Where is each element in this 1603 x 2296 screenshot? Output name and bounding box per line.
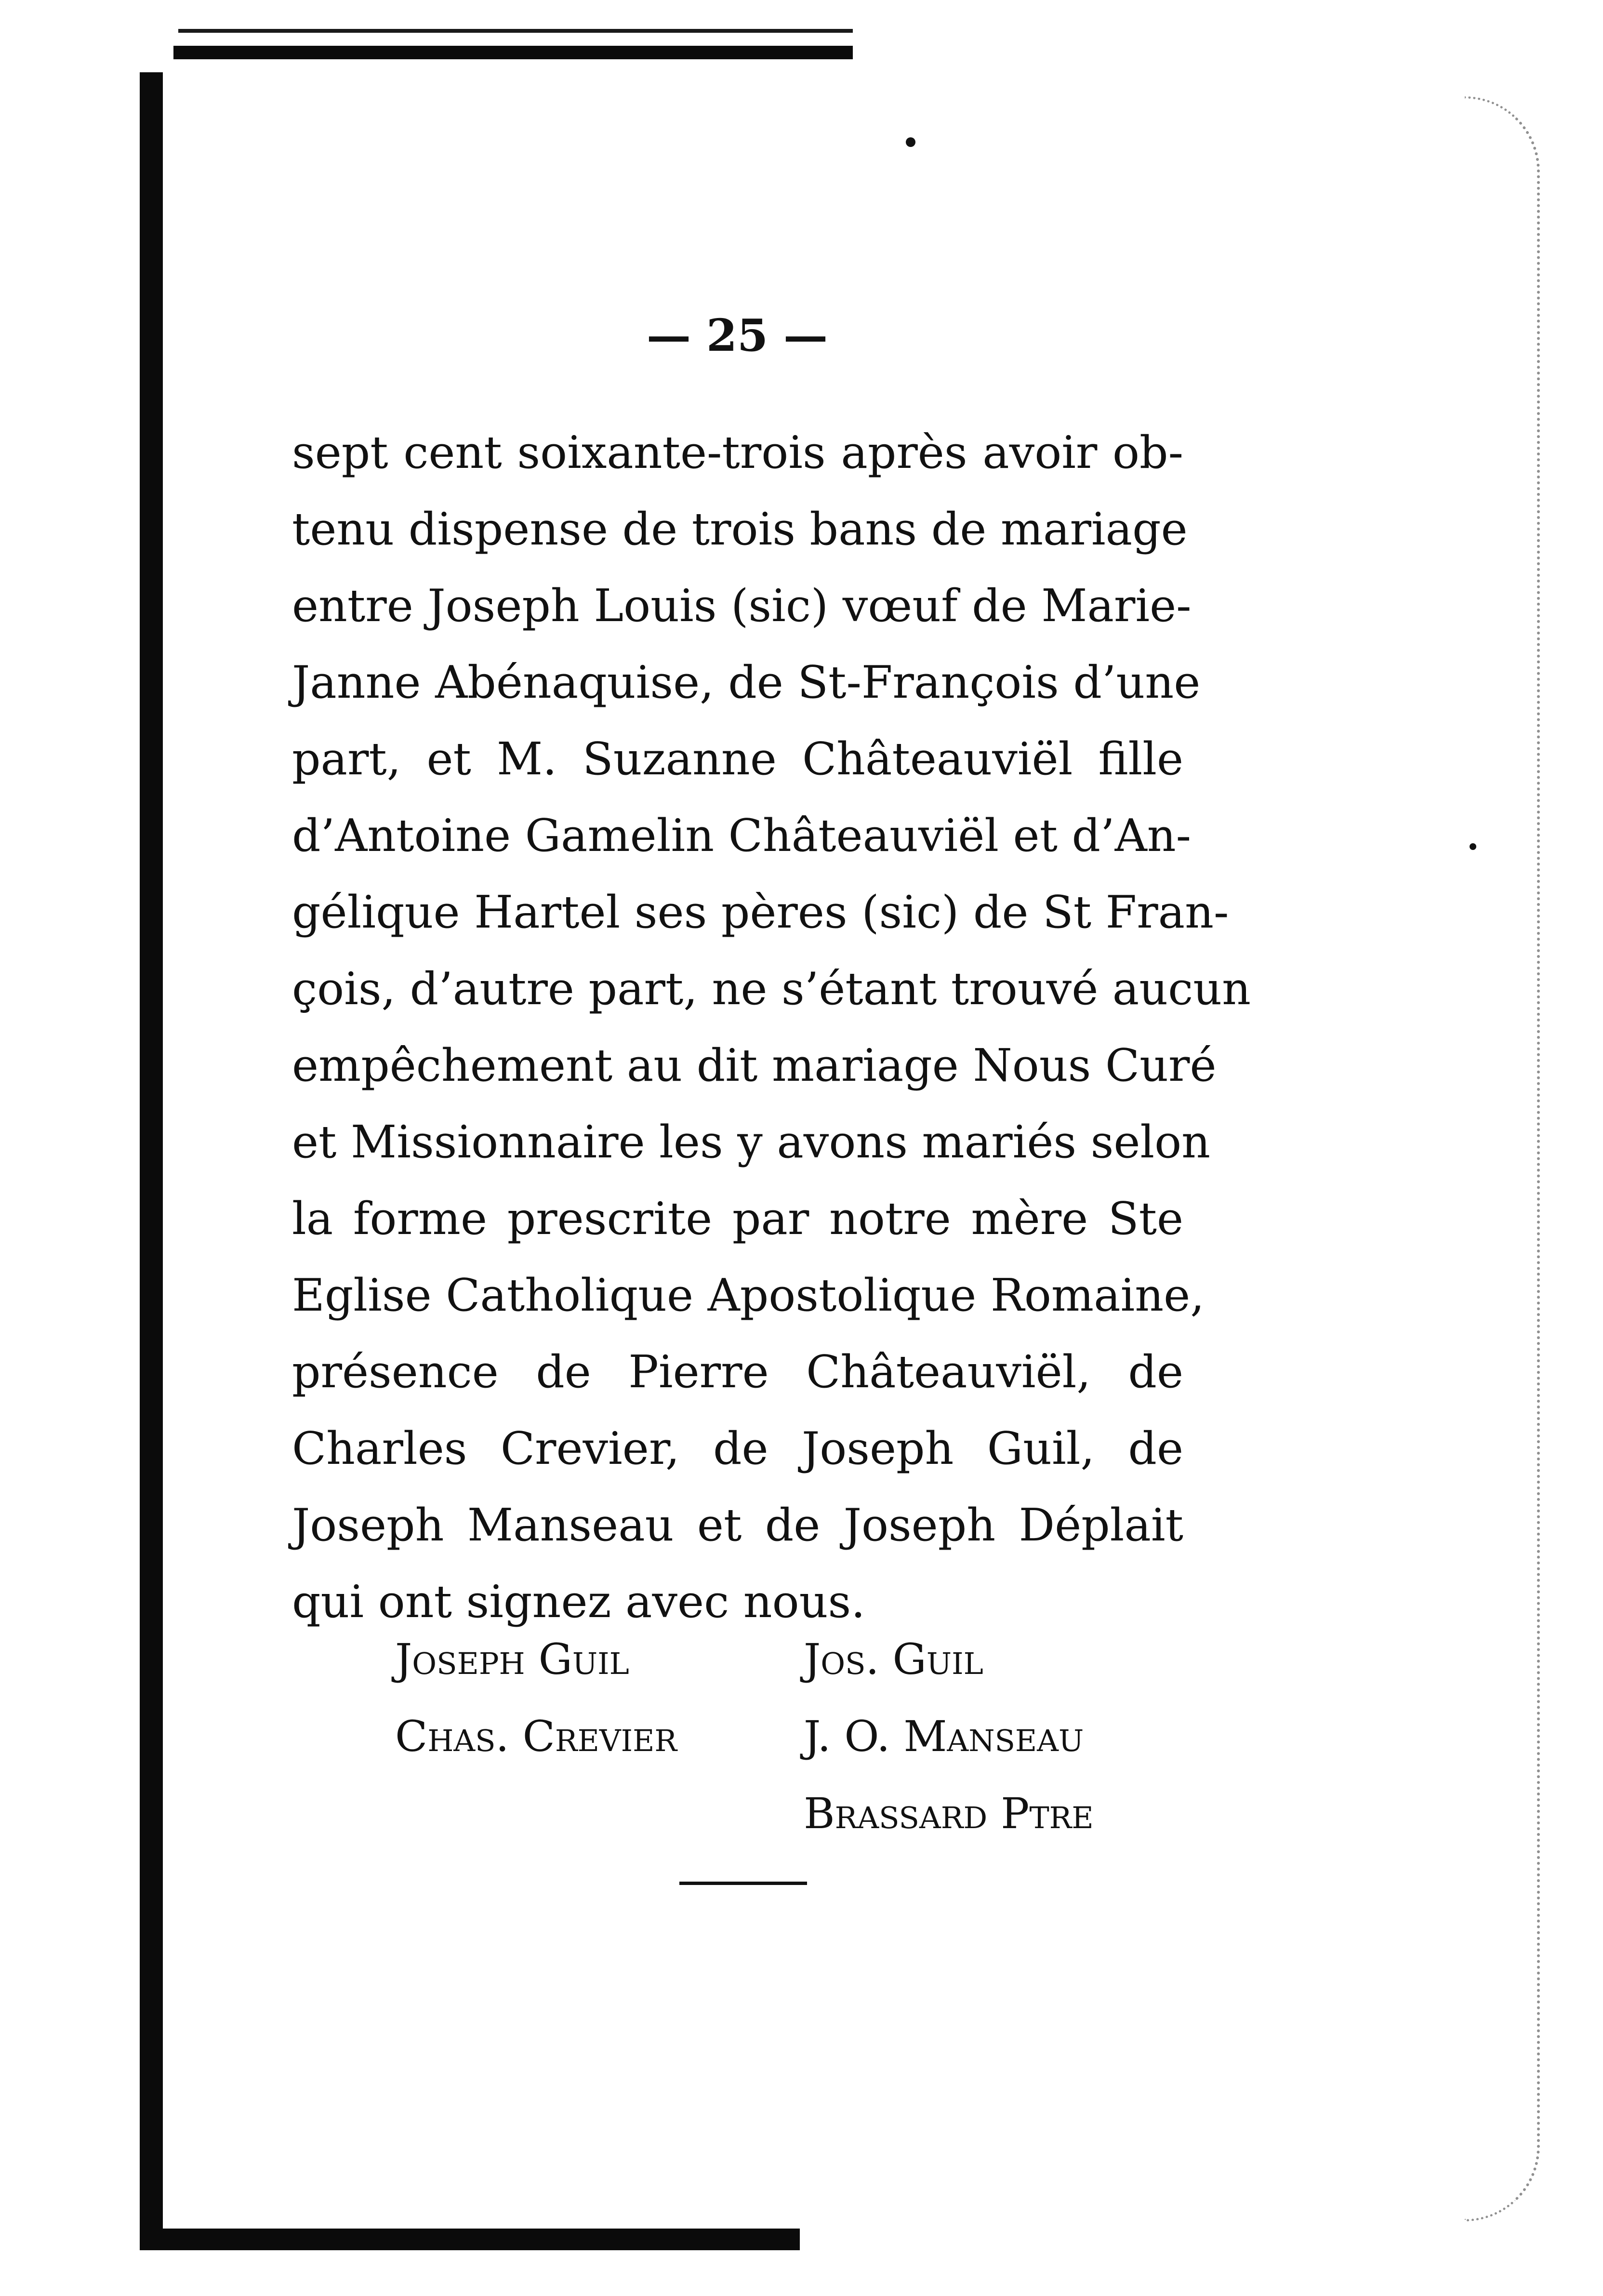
ink-speck bbox=[906, 137, 915, 147]
signature-row bbox=[395, 1634, 1214, 1715]
closing-rule bbox=[679, 1882, 807, 1885]
body-line: Joseph Manseau et de Joseph Déplait bbox=[292, 1499, 1183, 1551]
body-line: Eglise Catholique Apostolique Romaine, bbox=[292, 1269, 1205, 1321]
scan-edge-top-thin bbox=[178, 29, 853, 33]
scan-edge-bottom bbox=[159, 2229, 800, 2250]
signature-row bbox=[395, 1712, 1214, 1792]
body-line: Janne Abénaquise, de St-François d’une bbox=[292, 656, 1201, 708]
signature: Chas. Crevier bbox=[395, 1712, 677, 1761]
scan-edge-right-speckle bbox=[1465, 96, 1540, 2221]
body-line: tenu dispense de trois bans de mariage bbox=[292, 503, 1188, 555]
body-line: entre Joseph Louis (sic) vœuf de Marie- bbox=[292, 580, 1192, 632]
scan-edge-left bbox=[140, 72, 163, 2250]
body-line: empêchement au dit mariage Nous Curé bbox=[292, 1039, 1217, 1091]
body-line: présence de Pierre Châteauviël, de bbox=[292, 1346, 1183, 1398]
signature: J. O. Manseau bbox=[804, 1712, 1084, 1761]
body-line: sept cent soixante-trois après avoir ob- bbox=[292, 426, 1183, 478]
body-line: part, et M. Suzanne Châteauviël fille bbox=[292, 733, 1183, 785]
body-line: çois, d’autre part, ne s’étant trouvé aucun bbox=[292, 963, 1251, 1015]
signature: Jos. Guil bbox=[804, 1634, 983, 1684]
body-line: Charles Crevier, de Joseph Guil, de bbox=[292, 1422, 1183, 1474]
signature: Brassard Ptre bbox=[804, 1789, 1094, 1838]
body-line: gélique Hartel ses pères (sic) de St Fran- bbox=[292, 886, 1229, 938]
signature-row bbox=[395, 1789, 1214, 1870]
body-line: qui ont signez avec nous. bbox=[292, 1576, 865, 1628]
body-line: la forme prescrite par notre mère Ste bbox=[292, 1193, 1183, 1245]
body-text bbox=[292, 414, 1251, 1640]
body-line: et Missionnaire les y avons mariés selon bbox=[292, 1116, 1211, 1168]
signature-block bbox=[395, 1634, 1214, 1870]
scan-edge-top bbox=[173, 46, 853, 59]
ink-speck bbox=[1470, 843, 1476, 850]
signature: Joseph Guil bbox=[395, 1634, 629, 1684]
page-number: — 25 — bbox=[646, 309, 828, 361]
body-line: d’Antoine Gamelin Châteauviël et d’An- bbox=[292, 810, 1192, 862]
